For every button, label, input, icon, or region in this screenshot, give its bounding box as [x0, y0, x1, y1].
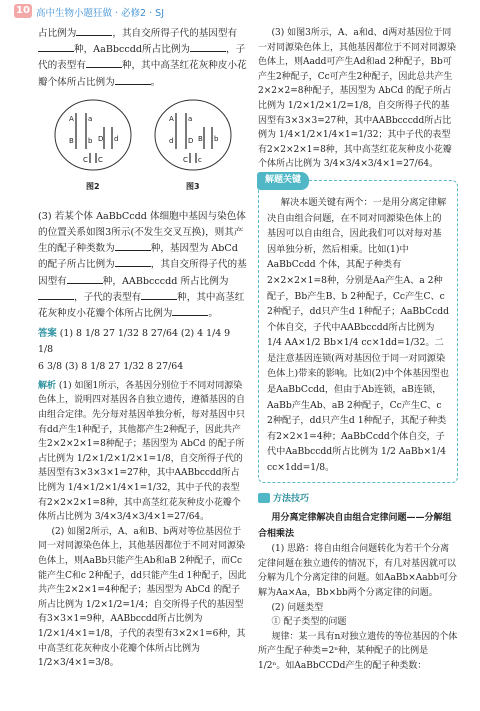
tip-text: 解决本题关键有两个：一是用分离定律解决自由组合问题，在不同对同源染色体上的基因可以自由组合，因此我们可以对每对基因单独分析，然后相乘。比如(1)中 AaBbCcdd 个体，其配子种类有2×2×2×1=8种，分别是Aa产生A、a 2种配子，Bb产生B、b 2种配子，Cc产生C、c 2种配子，dd只产生d 1种配子；AaBbCcdd个体自交，子代中AABbccdd所占比例为 1/4 AA×1/2 Bb×1/4 cc×1dd=1/32。二是注意基因连锁(两对基因位于同一对同源染色体上)带来的影响。比如(2)中个体基因型也是AaBbCcdd，但由于Ab连锁，aB连锁，AaBb产生Ab、aB 2种配子，Cc产生C、c 2种配子，dd只产生d 1种配子，其配子种类有2×2×1=4种；AaBbCcdd个体自交，子代中AaBbccdd所占比例为 1/2 AaBb×1/4 cc×1dd=1/8。 [267, 196, 449, 474]
analysis-label: 解析 [38, 380, 57, 391]
running-title: 高中生物小题狂做 · 必修2 · SJ [36, 8, 164, 19]
svg-text:C: C [83, 155, 88, 164]
tip-box [258, 174, 458, 483]
analysis-1: 解析 (1) 如图1所示，各基因分别位于不同对同源染色体上，说明四对基因各自独立遗传，遵循基因的自由组合定律。先分每对基因单独分析，每对基因中只有dd产生1种配子，其他都产生2种配子，因此共产生2×2×2×1=8种配子；基因型为 AbCd 的配子所占比例为 1/2×1/2×1/2×1=1/8，自交所得子代的基因型有3×3×3×1=27种，其中AABbccdd所占比例为 1/4×1/2×1/4×1=1/32，其中子代的表型有2×2×2×1=8种，其中高茎红花灰种皮小花瓣个体所占比例为 3/4×3/4×3/4×1=27/64。 [38, 380, 246, 523]
answer-block [38, 326, 248, 375]
svg-text:c: c [198, 155, 202, 164]
method-heading: 方法技巧 [258, 491, 458, 507]
svg-text:A: A [169, 114, 174, 123]
left-column [38, 26, 248, 671]
tip-badge: 解题关键 [257, 172, 309, 190]
svg-text:b: b [88, 136, 93, 145]
chromosome-figures [38, 91, 248, 209]
svg-text:d: d [169, 136, 174, 145]
fig2-gene-A: A [69, 114, 74, 123]
question-3: (3) 若某个体 AaBbCcdd 体细胞中基因与染色体的位置关系如图3所示(不发生交叉互换)，则其产生的配子种类数为 种，基因型为 AbCd 的配子所占比例为 ，其自交所得子代的基因型有 种，AABbcccdd 所占比例为，子代的表型有 种，其中高茎红花灰种皮小花瓣个体所占比例为 。 [38, 210, 247, 320]
answer-line-1: (1) 8 1/8 27 1/32 8 27/64 (2) 4 1/4 9 1/8 [38, 328, 231, 356]
method-paragraph-2: (2) 问题类型 [271, 602, 324, 613]
svg-text:a: a [88, 114, 93, 123]
right-column [258, 26, 458, 674]
svg-text:a: a [188, 114, 193, 123]
svg-text:D: D [188, 136, 194, 145]
method-paragraph-3: ① 配子类型的问题 [271, 617, 347, 628]
page-number: 10 [14, 4, 32, 18]
method-icon [258, 493, 270, 503]
answer-label: 答案 [38, 328, 57, 340]
svg-text:B: B [69, 136, 74, 145]
svg-text:D: D [98, 134, 104, 143]
method-paragraph-4: 规律：某一具有n对独立遗传的等位基因的个体所产生配子种类=2ⁿ种，某种配子的比例是 1/2ⁿ。如AaBbCCDd产生的配子种类数： [258, 631, 458, 671]
figure-3-label: 图3 [186, 181, 200, 191]
svg-text:C: C [98, 155, 103, 164]
analysis-3: (3) 如图3所示，A、a和d、d两对基因位于同一对同源染色体上，其他基因都位于不同对同源染色体上，则Aadd可产生Ad和ad 2种配子，Bb可产生2种配子，Cc可产生2种配子，因此总共产生2×2×2=8种配子，基因型为 AbCd 的配子所占比例为 1/2×1/2×1/2=1/8，自交所得子代的基因型有3×3×3=27种，其中AABbcccdd所占比例为 1/4×1/2×1/4×1=1/32；其中子代的表型有2×2×2×1=8种，其中高茎红花灰种皮小花瓣个体所占比例为 3/4×3/4×3/4×1=27/64。 [258, 28, 457, 170]
q2-tail: 占比例为 ，其自交所得子代的基因型有种，AaBbccdd所占比例为 ，子代的表型有 种，其中高茎红花灰种皮小花瓣个体所占比例为 。 [38, 28, 247, 88]
method-paragraph-1: (1) 思路：将自由组合问题转化为若干个分离定律问题在独立遗传的情况下，有几对基因就可以分解为几个分离定律的问题。如AaBb×Aabb可分解为Aa×Aa，Bb×bb两个分离定律的问题。 [258, 544, 458, 599]
svg-text:b: b [214, 134, 219, 143]
answer-line-2: 6 3/8 (3) 8 1/8 27 1/32 8 27/64 [38, 360, 184, 372]
page-header [0, 0, 480, 22]
svg-text:d: d [114, 134, 119, 143]
analysis-2: (2) 如图2所示，A、a和B、b两对等位基因位于同一对同源染色体上，其他基因都位于不同对同源染色体上，则AaBb只能产生Ab和aB 2种配子，而Cc能产生C和c 2种配子，dd只能产生d 1种配子，因此共产生2×2×1=4种配子；基因型为 AbCd 的配子所占比例为 1/2×1/2=1/4；自交所得子代的基因型有3×3×1=9种，AABbccdd所占比例为 1/2×1/4×1=1/8，子代的表型有3×2×1=6种，其中高茎红花灰种皮小花瓣个体所占比例为 1/2×3/4×1=3/8。 [38, 526, 247, 669]
chromosome-diagram [38, 91, 248, 209]
method-title: 用分离定律解决自由组合定律问题——分解组合相乘法 [258, 512, 452, 540]
svg-text:B: B [198, 134, 203, 143]
svg-text:C: C [183, 155, 188, 164]
figure-2-label: 图2 [86, 181, 100, 191]
